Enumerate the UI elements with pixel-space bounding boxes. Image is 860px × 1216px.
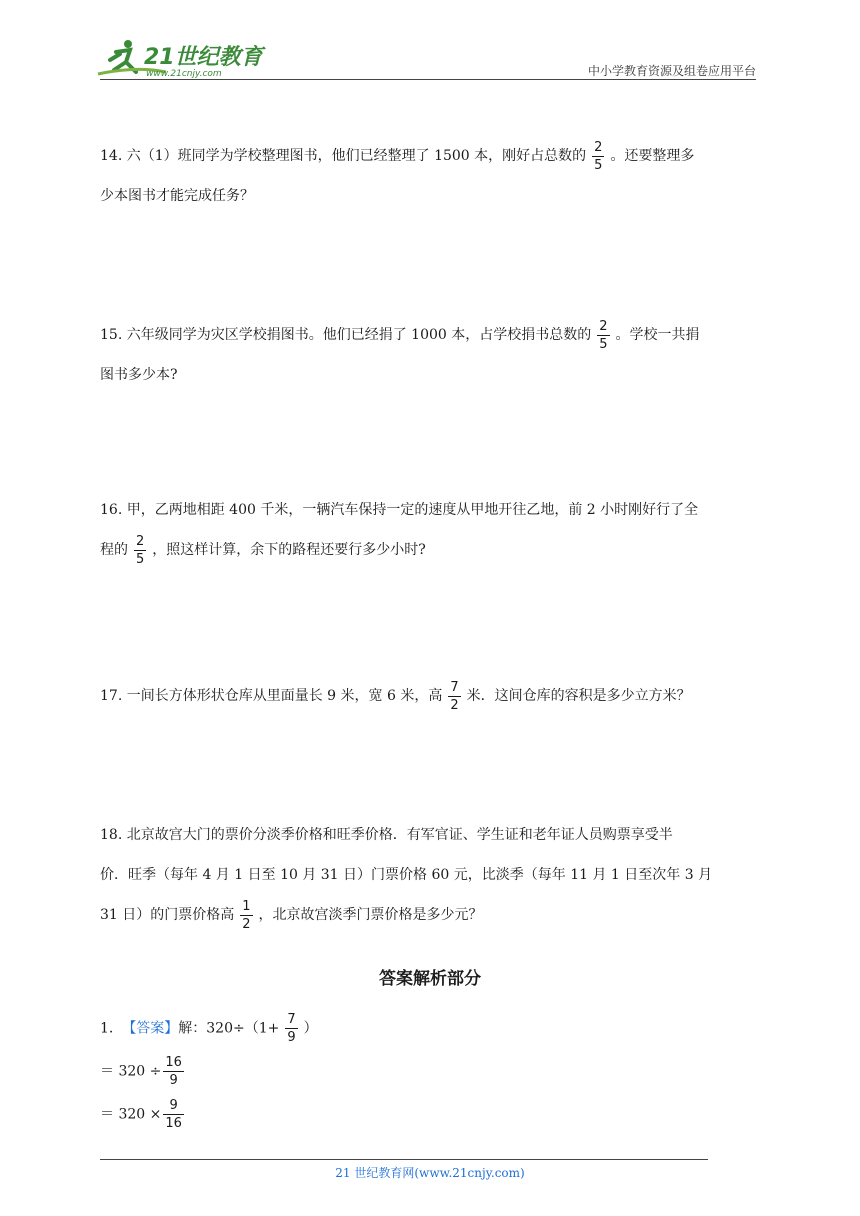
header-divider [100,79,756,80]
question-text: 。还要整理多 [610,148,695,164]
question-14 [100,136,760,216]
question-text: 一间长方体形状仓库从里面量长 9 米，宽 6 米，高 [126,688,443,704]
fraction: $\frac{1}{2}$ [242,898,251,932]
footer-divider [100,1159,708,1160]
fraction: $\frac{2}{5}$ [599,318,608,352]
fraction: $\frac{2}{5}$ [594,139,603,173]
question-text: 图书多少本? [100,367,178,383]
answer-tag: 【答案】 [122,1020,179,1037]
answer-text: ＝ 320 × [100,1106,162,1123]
question-text: 六（1）班同学为学校整理图书，他们已经整理了 1500 本，刚好占总数的 [126,148,587,164]
answer-text: 解：320÷（1+ [178,1020,280,1037]
question-number: 16. [100,502,123,518]
answer-1 [100,1012,318,1045]
question-number: 18. [100,827,123,843]
question-number: 15. [100,327,123,343]
question-text: 北京故宫大门的票价分淡季价格和旺季价格．有军官证、学生证和老年证人员购票享受半 [126,827,673,843]
question-text: 六年级同学为灾区学校捐图书。他们已经捐了 1000 本，占学校捐书总数的 [126,327,592,343]
answer-1-step-2 [100,1098,190,1131]
answer-number: 1. [100,1020,114,1037]
question-text: 米．这间仓库的容积是多少立方米？ [466,688,691,704]
answer-section-title: 答案解析部分 [379,969,481,989]
question-18 [100,815,760,935]
question-number: 17. [100,688,123,704]
logo-text: 21世纪教育 [144,45,263,70]
footer-link[interactable]: 21 世纪教育网(www.21cnjy.com) [335,1166,525,1180]
question-17 [100,676,760,716]
fraction: $\frac{2}{5}$ [136,533,145,567]
question-text: ，照这样计算，余下的路程还要行多少小时? [152,542,426,558]
site-logo [96,36,266,80]
answer-text: ） [303,1020,318,1037]
question-text: 甲，乙两地相距 400 千米，一辆汽车保持一定的速度从甲地开往乙地，前 2 小时刚好行了全 [126,502,699,518]
question-text: 程的 [100,542,128,558]
question-15 [100,315,760,395]
platform-name: 中小学教育资源及组卷应用平台 [587,64,756,78]
question-text: 31 日）的门票价格高 [100,907,235,923]
question-number: 14. [100,148,123,164]
question-text: 价．旺季（每年 4 月 1 日至 10 月 31 日）门票价格 60 元，比淡季（每年 11 月 1 日至次年 3 月 [100,867,713,883]
question-text: 少本图书才能完成任务？ [100,188,254,204]
fraction: $\frac{16}{9}$ [165,1055,182,1088]
fraction: $\frac{9}{16}$ [165,1098,182,1131]
question-16 [100,490,760,570]
question-text: 。学校一共捐 [615,327,700,343]
fraction: $\frac{7}{2}$ [450,679,459,713]
question-text: ，北京故宫淡季门票价格是多少元？ [258,907,483,923]
answer-text: ＝ 320 ÷ [100,1063,162,1080]
answer-1-step-1 [100,1055,190,1088]
logo-url: www.21cnjy.com [146,69,222,79]
fraction: $\frac{7}{9}$ [287,1012,296,1045]
